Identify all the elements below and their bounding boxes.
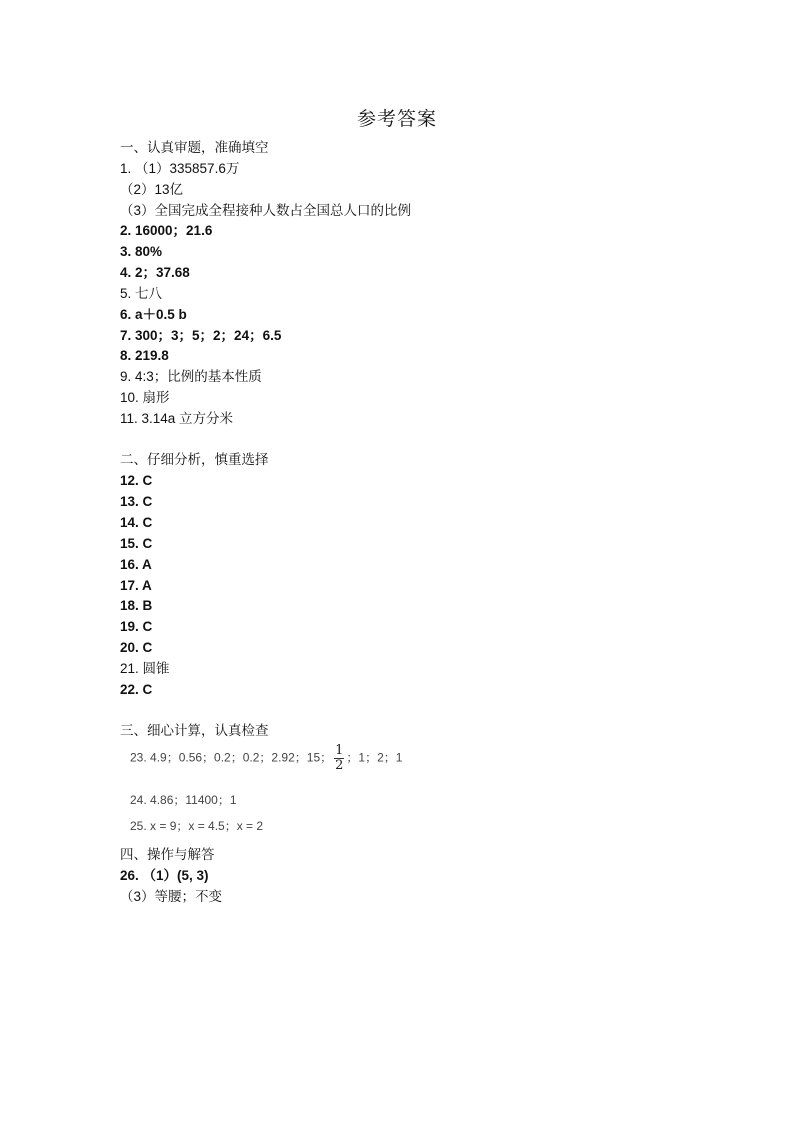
answer-line: 8. 219.8 bbox=[120, 348, 169, 363]
answer-line: （3）等腰；不变 bbox=[120, 889, 223, 904]
answer-line: 14. C bbox=[120, 515, 153, 530]
fraction-denominator: 2 bbox=[335, 758, 344, 773]
answer-line: 11. 3.14a 立方分米 bbox=[120, 411, 234, 426]
section-1-heading: 一、认真审题，准确填空 bbox=[120, 140, 269, 155]
answer-line: 13. C bbox=[120, 494, 153, 509]
fraction-numerator: 1 bbox=[335, 743, 344, 758]
answer-line: 18. B bbox=[120, 598, 153, 613]
q23-text-after: ；1；2；1 bbox=[346, 750, 403, 765]
answer-line: 16. A bbox=[120, 557, 152, 572]
answer-line: 19. C bbox=[120, 619, 153, 634]
answer-line: 12. C bbox=[120, 473, 153, 488]
answer-line: 4. 2；37.68 bbox=[120, 265, 190, 280]
answer-line-q25: 25. x = 9；x = 4.5；x = 2 bbox=[130, 819, 264, 833]
answer-line: 2. 16000；21.6 bbox=[120, 223, 213, 238]
answer-line: 5. 七八 bbox=[120, 286, 163, 301]
q23-text-before: 23. 4.9；0.56；0.2；0.2；2.92；15； bbox=[130, 750, 333, 765]
section-2-heading: 二、仔细分析，慎重选择 bbox=[120, 452, 269, 467]
answer-line: 17. A bbox=[120, 578, 152, 593]
answer-line: 7. 300；3；5；2；24；6.5 bbox=[120, 328, 282, 343]
answer-line: （2）13亿 bbox=[120, 182, 184, 197]
answer-line: 20. C bbox=[120, 640, 153, 655]
section-4-heading: 四、操作与解答 bbox=[120, 847, 215, 862]
answer-line: 21. 圆锥 bbox=[120, 661, 170, 676]
answer-line: 9. 4:3；比例的基本性质 bbox=[120, 369, 262, 384]
answer-line-q23 bbox=[130, 744, 402, 773]
answer-line: 1. （1）335857.6万 bbox=[120, 161, 240, 176]
fraction bbox=[334, 744, 344, 773]
answer-line: （3）全国完成全程接种人数占全国总人口的比例 bbox=[120, 203, 412, 218]
answer-line: 15. C bbox=[120, 536, 153, 551]
answer-line: 10. 扇形 bbox=[120, 390, 170, 405]
answer-line: 3. 80% bbox=[120, 244, 163, 259]
answer-line: 22. C bbox=[120, 682, 153, 697]
page-title: 参考答案 bbox=[356, 109, 437, 130]
section-3-heading: 三、细心计算，认真检查 bbox=[120, 723, 269, 738]
answer-line-q24: 24. 4.86；11400；1 bbox=[130, 793, 237, 807]
answer-line: 26. （1）(5, 3) bbox=[120, 868, 209, 883]
answer-line: 6. a＋0.5 b bbox=[120, 307, 187, 322]
